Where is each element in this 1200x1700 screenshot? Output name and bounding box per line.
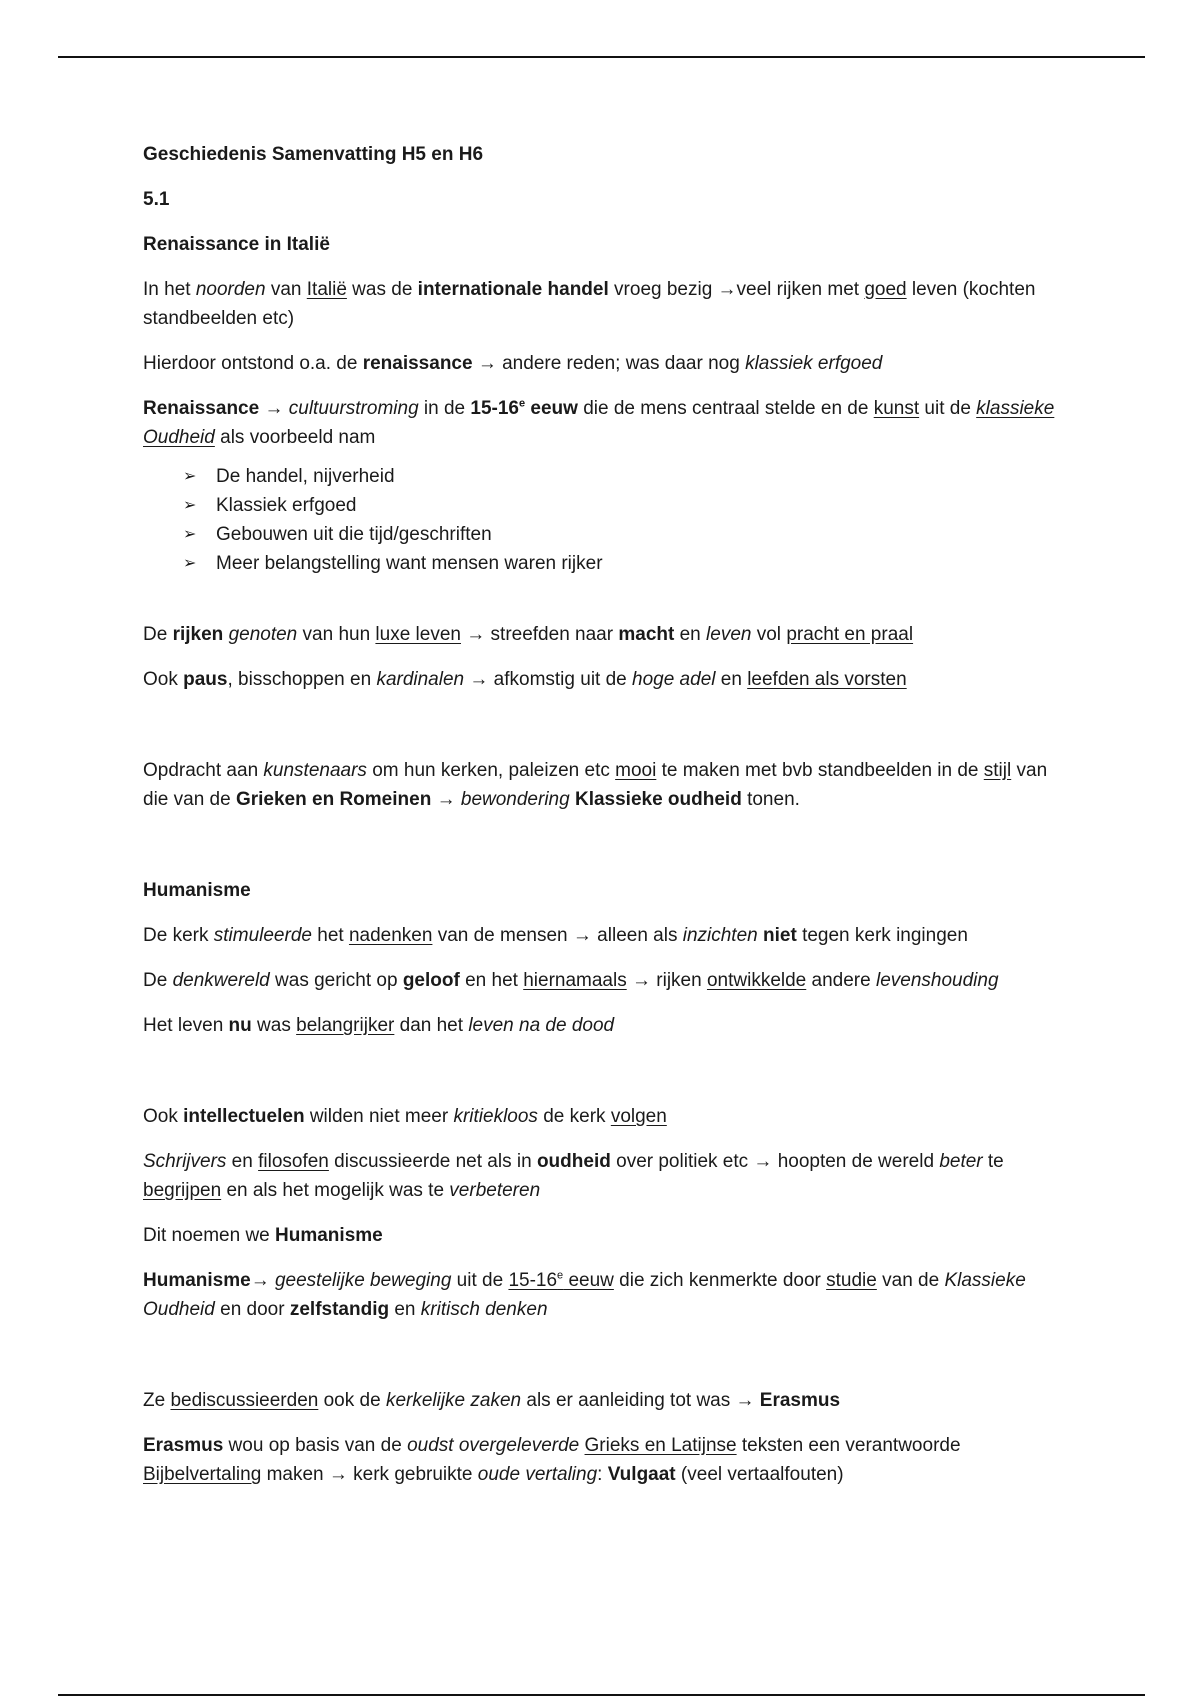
list-item: ➢ Klassiek erfgoed	[183, 491, 1073, 520]
document-body	[143, 140, 1073, 1505]
document-title: Geschiedenis Samenvatting H5 en H6	[143, 144, 484, 165]
blank-line	[143, 1056, 1073, 1102]
paragraph: Hierdoor ontstond o.a. de renaissance → andere reden; was daar nog klassiek erfgoed	[143, 353, 883, 374]
arrow-bullet-icon: ➢	[183, 526, 197, 543]
paragraph: Dit noemen we Humanisme	[143, 1225, 383, 1246]
paragraph: Ook intellectuelen wilden niet meer kritiekloos de kerk volgen	[143, 1106, 667, 1127]
paragraph: Erasmus wou op basis van de oudst overgeleverde Grieks en Latijnse teksten een verantwoorde Bijbelvertaling maken → kerk gebruikte oude vertaling: Vulgaat (veel vertaalfouten)	[143, 1435, 961, 1485]
arrow-bullet-icon: ➢	[183, 468, 197, 485]
paragraph: De denkwereld was gericht op geloof en het hiernamaals → rijken ontwikkelde andere levenshouding	[143, 970, 999, 991]
section-number: 5.1	[143, 189, 170, 210]
paragraph: Ze bediscussieerden ook de kerkelijke zaken als er aanleiding tot was → Erasmus	[143, 1390, 841, 1411]
blank-line	[143, 594, 1073, 620]
blank-line	[143, 1340, 1073, 1386]
arrow-bullet-icon: ➢	[183, 555, 197, 572]
heading-humanisme: Humanisme	[143, 880, 251, 901]
blank-line	[143, 710, 1073, 756]
arrow-bullet-icon: ➢	[183, 497, 197, 514]
blank-line	[143, 830, 1073, 876]
bullet-list	[143, 462, 1073, 578]
paragraph: Het leven nu was belangrijker dan het leven na de dood	[143, 1015, 615, 1036]
paragraph: Ook paus, bisschoppen en kardinalen → afkomstig uit de hoge adel en leefden als vorsten	[143, 669, 907, 690]
paragraph: Schrijvers en filosofen discussieerde net als in oudheid over politiek etc → hoopten de wereld beter te begrijpen en als het mogelijk was te verbeteren	[143, 1151, 1004, 1201]
list-item: ➢ De handel, nijverheid	[183, 462, 1073, 491]
footer-rule	[58, 1694, 1145, 1696]
paragraph: De rijken genoten van hun luxe leven → streefden naar macht en leven vol pracht en praal	[143, 624, 914, 645]
paragraph: Opdracht aan kunstenaars om hun kerken, paleizen etc mooi te maken met bvb standbeelden in de stijl van die van de Grieken en Romeinen → bewondering Klassieke oudheid tonen.	[143, 760, 1048, 810]
header-rule	[58, 56, 1145, 58]
paragraph: In het noorden van Italië was de internationale handel vroeg bezig →veel rijken met goed leven (kochten standbeelden etc)	[143, 279, 1036, 329]
list-item: ➢ Meer belangstelling want mensen waren rijker	[183, 549, 1073, 578]
paragraph: De kerk stimuleerde het nadenken van de mensen → alleen als inzichten niet tegen kerk ingingen	[143, 925, 968, 946]
paragraph: Humanisme→ geestelijke beweging uit de 15-16e eeuw die zich kenmerkte door studie van de Klassieke Oudheid en door zelfstandig en kritisch denken	[143, 1269, 1026, 1320]
paragraph: Renaissance → cultuurstroming in de 15-16e eeuw die de mens centraal stelde en de kunst uit de klassieke Oudheid als voorbeeld nam	[143, 397, 1055, 448]
list-item: ➢ Gebouwen uit die tijd/geschriften	[183, 520, 1073, 549]
heading-renaissance: Renaissance in Italië	[143, 234, 330, 255]
